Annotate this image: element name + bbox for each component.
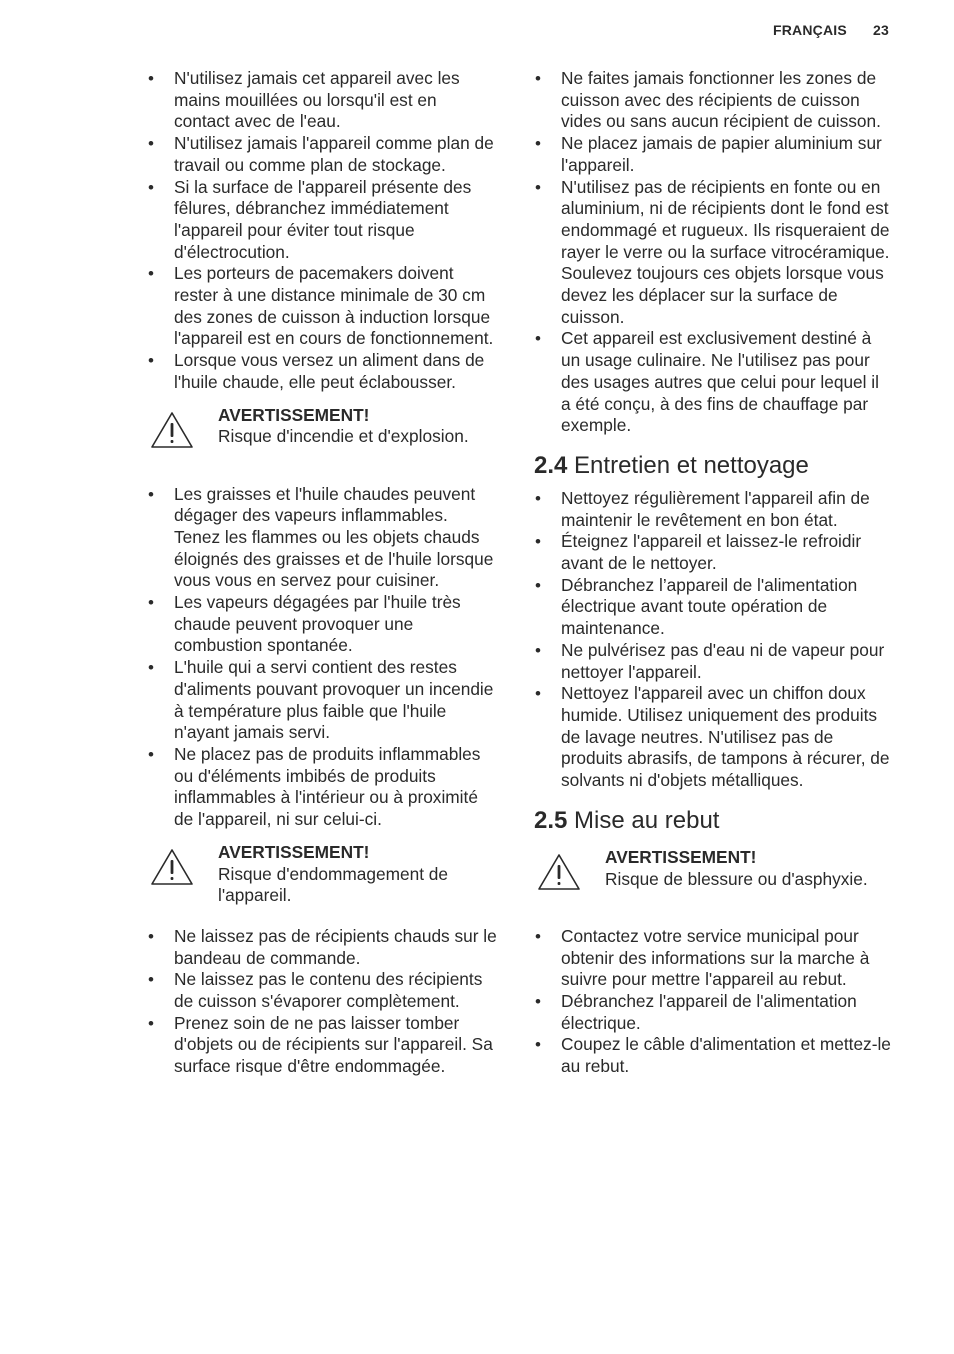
- warning-title: AVERTISSEMENT!: [605, 846, 757, 867]
- list-item: • Ne laissez pas le contenu des récipients de cuisson s'évaporer complètement.: [147, 969, 497, 1012]
- safety-list-3: [147, 926, 497, 1078]
- warning-title: AVERTISSEMENT!: [218, 404, 370, 425]
- warning-triangle-icon: [150, 848, 194, 886]
- left-column: [147, 68, 497, 1078]
- list-item: • N'utilisez jamais l'appareil comme plan de travail ou comme plan de stockage.: [147, 133, 497, 176]
- list-item: • Lorsque vous versez un aliment dans de l'huile chaude, elle peut éclabousser.: [147, 350, 497, 393]
- usage-list: [534, 68, 892, 437]
- section-heading-maintenance: [534, 451, 892, 481]
- maintenance-list: [534, 488, 892, 792]
- list-item: • Ne pulvérisez pas d'eau ni de vapeur pour nettoyer l'appareil.: [534, 640, 892, 683]
- list-item: • Nettoyez l'appareil avec un chiffon doux humide. Utilisez uniquement des produits de lavage neutres. N'utilisez pas de produits abrasifs, de tampons à récurer, de solvants ni d'objets métalliques.: [534, 683, 892, 792]
- warning-triangle-icon: [150, 411, 194, 449]
- section-number: 2.5: [534, 806, 568, 834]
- warning-text: Risque d'incendie et d'explosion.: [218, 426, 469, 447]
- list-item: • N'utilisez jamais cet appareil avec les mains mouillées ou lorsqu'il est en contact avec de l'eau.: [147, 68, 497, 133]
- warning-injury: [534, 847, 892, 907]
- section-heading-disposal: [534, 806, 892, 836]
- safety-list-1: [147, 68, 497, 394]
- warning-text: Risque de blessure ou d'asphyxie.: [605, 868, 868, 889]
- section-number: 2.4: [534, 451, 568, 479]
- list-item: • Les vapeurs dégagées par l'huile très chaude peuvent provoquer une combustion spontanée.: [147, 592, 497, 657]
- page-header: [773, 22, 889, 38]
- list-item: • Contactez votre service municipal pour obtenir des informations sur la marche à suivre pour mettre l'appareil au rebut.: [534, 926, 892, 991]
- warning-title: AVERTISSEMENT!: [218, 841, 370, 862]
- list-item: • Coupez le câble d'alimentation et mettez-le au rebut.: [534, 1034, 892, 1077]
- list-item: • Ne placez pas de produits inflammables ou d'éléments imbibés de produits inflammables à l'intérieur ou à proximité de l'appareil, ni sur celui-ci.: [147, 744, 497, 831]
- list-item: • Prenez soin de ne pas laisser tomber d'objets ou de récipients sur l'appareil. Sa surface risque d'être endommagée.: [147, 1013, 497, 1078]
- section-title: Mise au rebut: [574, 806, 720, 834]
- list-item: • Si la surface de l'appareil présente des fêlures, débranchez immédiatement l'appareil pour éviter tout risque d'électrocution.: [147, 177, 497, 264]
- warning-text: Risque d'endommagement de l'appareil.: [218, 863, 449, 906]
- list-item: • L'huile qui a servi contient des restes d'aliments pouvant provoquer un incendie à température plus faible que l'huile n'ayant jamais servi.: [147, 657, 497, 744]
- header-language: FRANÇAIS: [772, 22, 847, 38]
- list-item: • Ne faites jamais fonctionner les zones de cuisson avec des récipients de cuisson vides ou sans aucun récipient de cuisson.: [534, 68, 892, 133]
- warning-damage: [147, 842, 497, 907]
- list-item: • Nettoyez régulièrement l'appareil afin de maintenir le revêtement en bon état.: [534, 488, 892, 531]
- section-title: Entretien et nettoyage: [574, 451, 809, 479]
- list-item: • Les graisses et l'huile chaudes peuvent dégager des vapeurs inflammables. Tenez les flammes ou les objets chauds éloignés des graisses et de l'huile lorsque vous vous en servez pour cuisiner.: [147, 484, 497, 593]
- safety-list-2: [147, 484, 497, 831]
- list-item: • N'utilisez pas de récipients en fonte ou en aluminium, ni de récipients dont le fond est endommagé et rugueux. Ils risqueraient de rayer le verre ou la surface vitrocéramique. Soulevez toujours ces objets lorsque vous devez les déplacer sur la surface de cuisson.: [534, 177, 892, 329]
- list-item: • Débranchez l'appareil de l'alimentation électrique.: [534, 991, 892, 1034]
- list-item: • Les porteurs de pacemakers doivent rester à une distance minimale de 30 cm des zones de cuisson à induction lorsque l'appareil est en cours de fonctionnement.: [147, 263, 497, 350]
- list-item: • Débranchez l’appareil de l'alimentation électrique avant toute opération de maintenance.: [534, 575, 892, 640]
- right-column: [534, 68, 892, 1078]
- warning-triangle-icon: [537, 853, 581, 891]
- list-item: • Ne laissez pas de récipients chauds sur le bandeau de commande.: [147, 926, 497, 969]
- page-number: 23: [873, 22, 889, 38]
- list-item: • Éteignez l'appareil et laissez-le refroidir avant de le nettoyer.: [534, 531, 892, 574]
- list-item: • Cet appareil est exclusivement destiné à un usage culinaire. Ne l'utilisez pas pour des usages autres que celui pour lequel il a été conçu, à des fins de chauffage par exemple.: [534, 328, 892, 437]
- warning-fire: [147, 405, 497, 465]
- list-item: • Ne placez jamais de papier aluminium sur l'appareil.: [534, 133, 892, 176]
- disposal-list: [534, 926, 892, 1078]
